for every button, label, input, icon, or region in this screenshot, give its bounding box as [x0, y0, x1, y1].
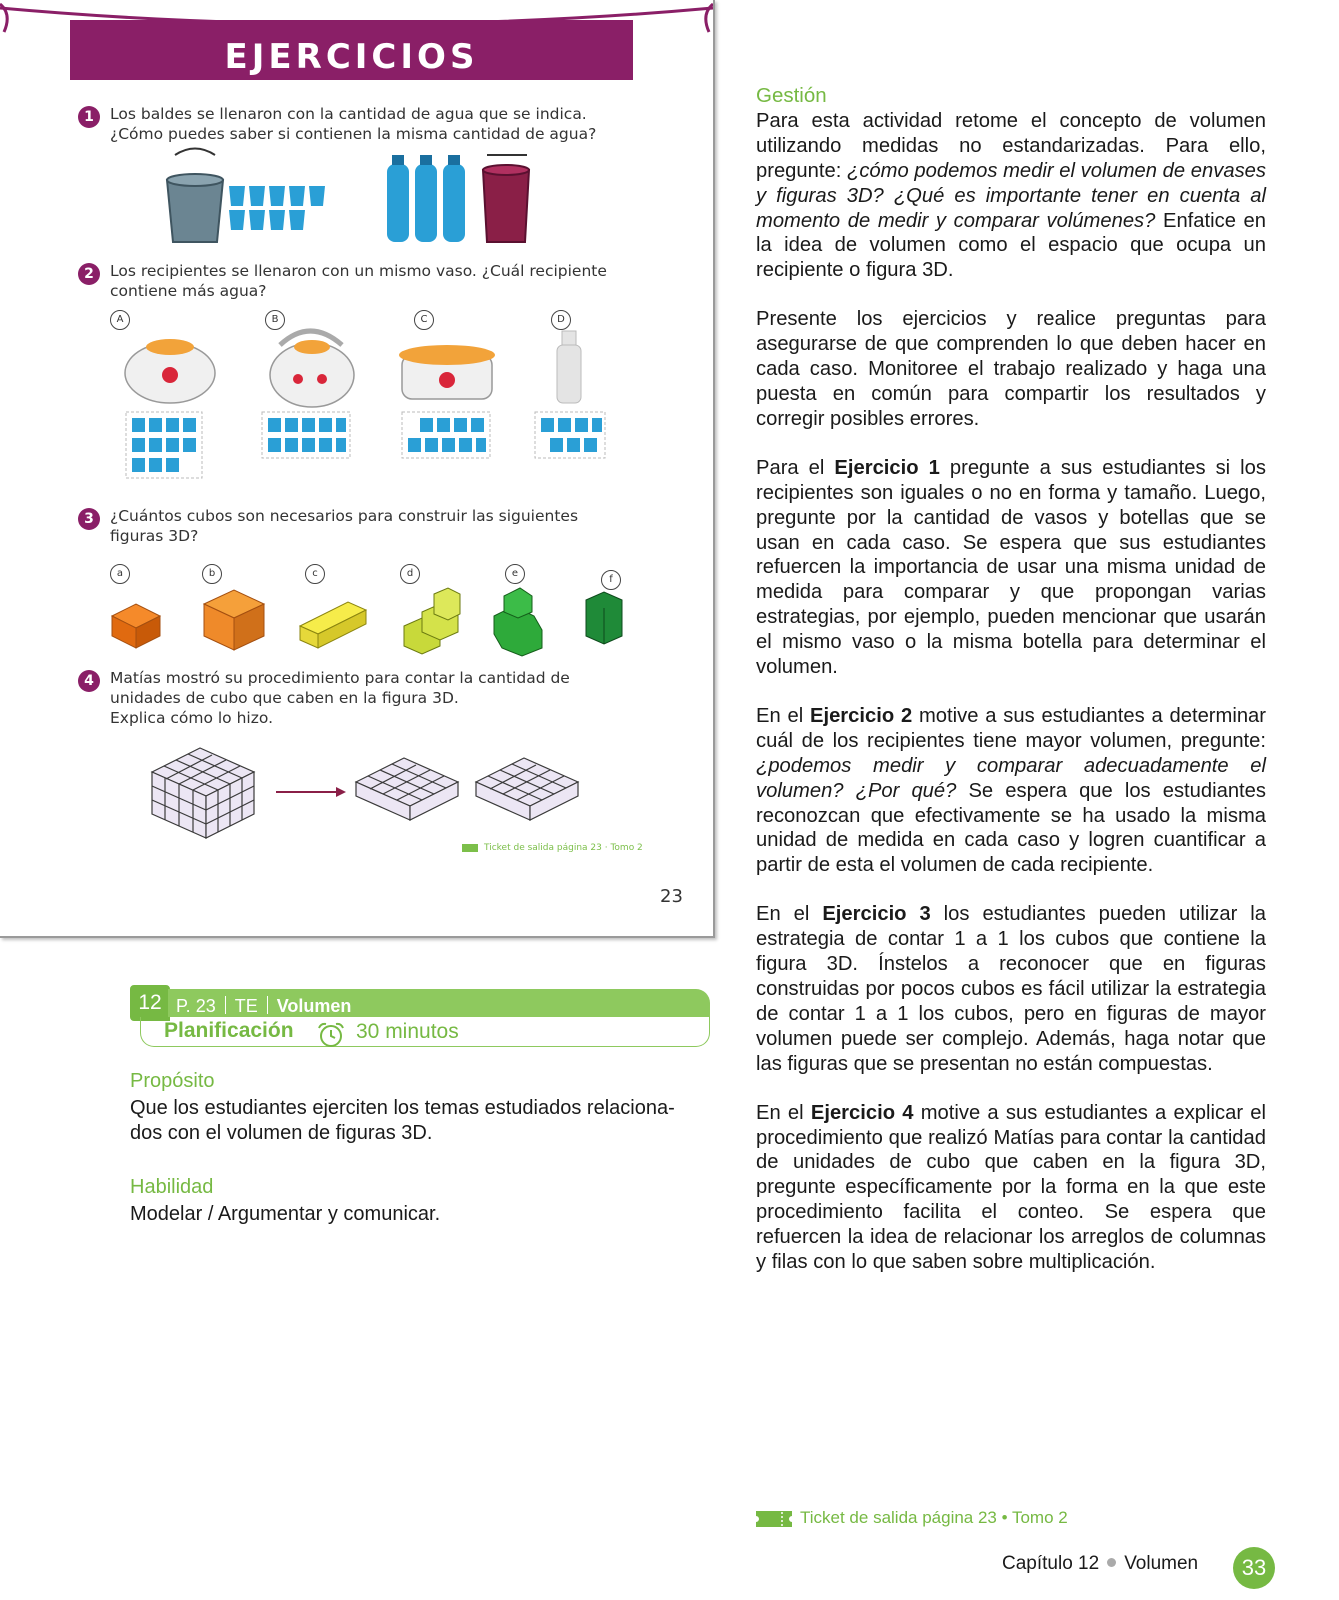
option-label: C: [414, 310, 434, 330]
buckets-illustration: [165, 150, 545, 250]
bullet-dot: [1107, 1558, 1116, 1567]
option-label: d: [400, 564, 420, 584]
habilidad-heading: Habilidad: [130, 1176, 214, 1198]
divider: [267, 996, 268, 1014]
cube-layer-icon: [356, 758, 458, 820]
exercise-number: 4: [78, 670, 100, 692]
pot-icon: [399, 345, 495, 399]
student-book-page: [0, 0, 715, 938]
containers-illustration: [110, 325, 630, 495]
cup-grid-icon: [126, 412, 605, 478]
cube-figure-b-icon: [204, 590, 264, 650]
planning-bar: [168, 989, 710, 1017]
water-bottles-icon: [387, 155, 465, 242]
chapter-footer: [1002, 1553, 1198, 1575]
bottle-icon: [557, 331, 581, 403]
chapter-topic: Volumen: [1124, 1553, 1199, 1574]
ticket-icon: [756, 1511, 792, 1527]
option-label: f: [601, 570, 621, 590]
option-label: a: [110, 564, 130, 584]
gestion-section: [756, 84, 1266, 1299]
exercise-number: 3: [78, 508, 100, 530]
topic-label: Volumen: [276, 996, 352, 1016]
gestion-paragraph-2: Presente los ejercicios y realice preguntas para asegurarse de que comprenden lo que deben hacer en cada caso. Monitoree el trabajo realizado y haga una puesta en común para compartir los resultados y corregir posibles errores.: [756, 308, 1266, 430]
gestion-paragraph-1: Para esta actividad retome el concepto de volumen utilizando medidas no estandarizadas. Para ello, pregunte: ¿cómo podemos medir el volumen de envases y figuras 3D? ¿Qué es importante tener en cuenta al momento de medir y comparar volúmenes? Enfatice en la idea de volumen como el espacio que ocupa un recipiente o figura 3D.: [756, 109, 1266, 282]
cube-figure-d-icon: [404, 588, 460, 654]
exercise-text: Los recipientes se llenaron con un mismo vaso. ¿Cuál recipiente: [110, 262, 607, 280]
option-label: b: [202, 564, 222, 584]
kettle-icon: [270, 331, 354, 407]
cube-prism-3-layers-icon: [152, 748, 254, 838]
exercise-text: Matías mostró su procedimiento para contar la cantidad de: [110, 669, 570, 687]
chapter-label: Capítulo 12: [1002, 1553, 1100, 1574]
ticket-reference: Ticket de salida página 23 • Tomo 2: [800, 1508, 1068, 1527]
gestion-heading: Gestión: [756, 84, 827, 107]
exercise-number: 2: [78, 263, 100, 285]
exercise-text: Los baldes se llenaron con la cantidad de agua que se indica.: [110, 105, 587, 123]
habilidad-text: Modelar / Argumentar y comunicar.: [130, 1203, 441, 1225]
te-label: TE: [234, 996, 258, 1016]
book-page-number: 23: [660, 886, 683, 907]
gestion-paragraph-3: Para el Ejercicio 1 pregunte a sus estudiantes si los recipientes son iguales o no en forma y tamaño. Luego, pregunte por la cantidad de vasos y botellas que se usan en cada caso. Se espera que sus estudiantes refuercen la importancia de usar una misma unidad de medida para comparar y que propongan varias estrategias, por ejemplo, pueden mencionar que usarán el mismo vaso o la misma botella para determinar el volumen.: [756, 456, 1266, 679]
planning-label: Planificación: [164, 1019, 294, 1042]
exercise-text: ¿Cuántos cubos son necesarios para construir las siguientes: [110, 507, 579, 525]
cube-figure-c-icon: [300, 602, 366, 648]
alarm-clock-icon: [316, 1021, 346, 1049]
planning-duration: 30 minutos: [356, 1020, 459, 1043]
cube-figure-a-icon: [112, 604, 160, 648]
exercises-title-banner: EJERCICIOS: [70, 20, 633, 80]
gestion-paragraph-5: En el Ejercicio 3 los estudiantes pueden utilizar la estrategia de contar 1 a 1 los cubos que contiene la figura 3D. Ínstelos a reconocer que en figuras construidas por pocos cubos es fácil utilizar la estrategia de contar 1 a 1 los cubos, pero en figuras de mayor volumen puede ser complejo. Además, haga notar que las figuras que se presentan no están compuestas.: [756, 903, 1267, 1075]
ticket-icon: [462, 844, 478, 852]
option-label: e: [505, 564, 525, 584]
cube-figures-illustration: [108, 586, 648, 656]
proposito-heading: Propósito: [130, 1070, 215, 1092]
teapot-icon: [125, 339, 215, 403]
proposito-text: Que los estudiantes ejerciten los temas estudiados relaciona- dos con el volumen de figuras 3D.: [130, 1097, 675, 1144]
red-bucket-icon: [483, 155, 529, 242]
ticket-reference-small: Ticket de salida página 23 · Tomo 2: [462, 843, 643, 853]
exercise-text: figuras 3D?: [110, 527, 199, 545]
exercise-text: ¿Cómo puedes saber si contienen la misma cantidad de agua?: [110, 125, 597, 143]
chapter-number-badge: 12: [130, 985, 170, 1021]
divider: [225, 996, 226, 1014]
option-label: D: [551, 310, 571, 330]
gestion-paragraph-4: En el Ejercicio 2 motive a sus estudiantes a determinar cuál de los recipientes tiene mayor volumen, pregunte: ¿podemos medir y comparar adecuadamente el volumen? ¿Por qué? Se espera que los estudiantes reconozcan que efectivamente se ha usado la misma unidad de medida en cada caso y logren cuantificar a partir de esta el volumen de cada recipiente.: [756, 704, 1267, 877]
exercise-text: unidades de cubo que caben en la figura 3D.: [110, 689, 459, 707]
cube-figure-e-icon: [494, 588, 542, 656]
arrow-right-icon: [276, 787, 346, 797]
cube-figure-f-icon: [586, 592, 622, 644]
blue-cups-icon: [229, 186, 325, 230]
cube-layer-icon: [476, 758, 578, 820]
page-reference: P. 23: [176, 996, 216, 1016]
option-label: B: [265, 310, 285, 330]
page-number-badge: 33: [1233, 1547, 1275, 1589]
option-label: A: [110, 310, 130, 330]
exercise-number: 1: [78, 106, 100, 128]
exercise-text: contiene más agua?: [110, 282, 267, 300]
option-label: c: [305, 564, 325, 584]
exercise-text: Explica cómo lo hizo.: [110, 709, 273, 727]
planning-header: [130, 985, 712, 1050]
cube-prism-illustration: [150, 742, 590, 842]
gray-bucket-icon: [167, 149, 223, 243]
gestion-paragraph-6: En el Ejercicio 4 motive a sus estudiantes a explicar el procedimiento que realizó Matías para contar la cantidad de unidades de cubo que caben en la figura 3D, pregunte específicamente por la forma en la que este procedimiento facilita el conteo. Se espera que refuercen la idea de relacionar los arreglos de columnas y filas con lo que saben sobre multiplicación.: [756, 1101, 1266, 1274]
